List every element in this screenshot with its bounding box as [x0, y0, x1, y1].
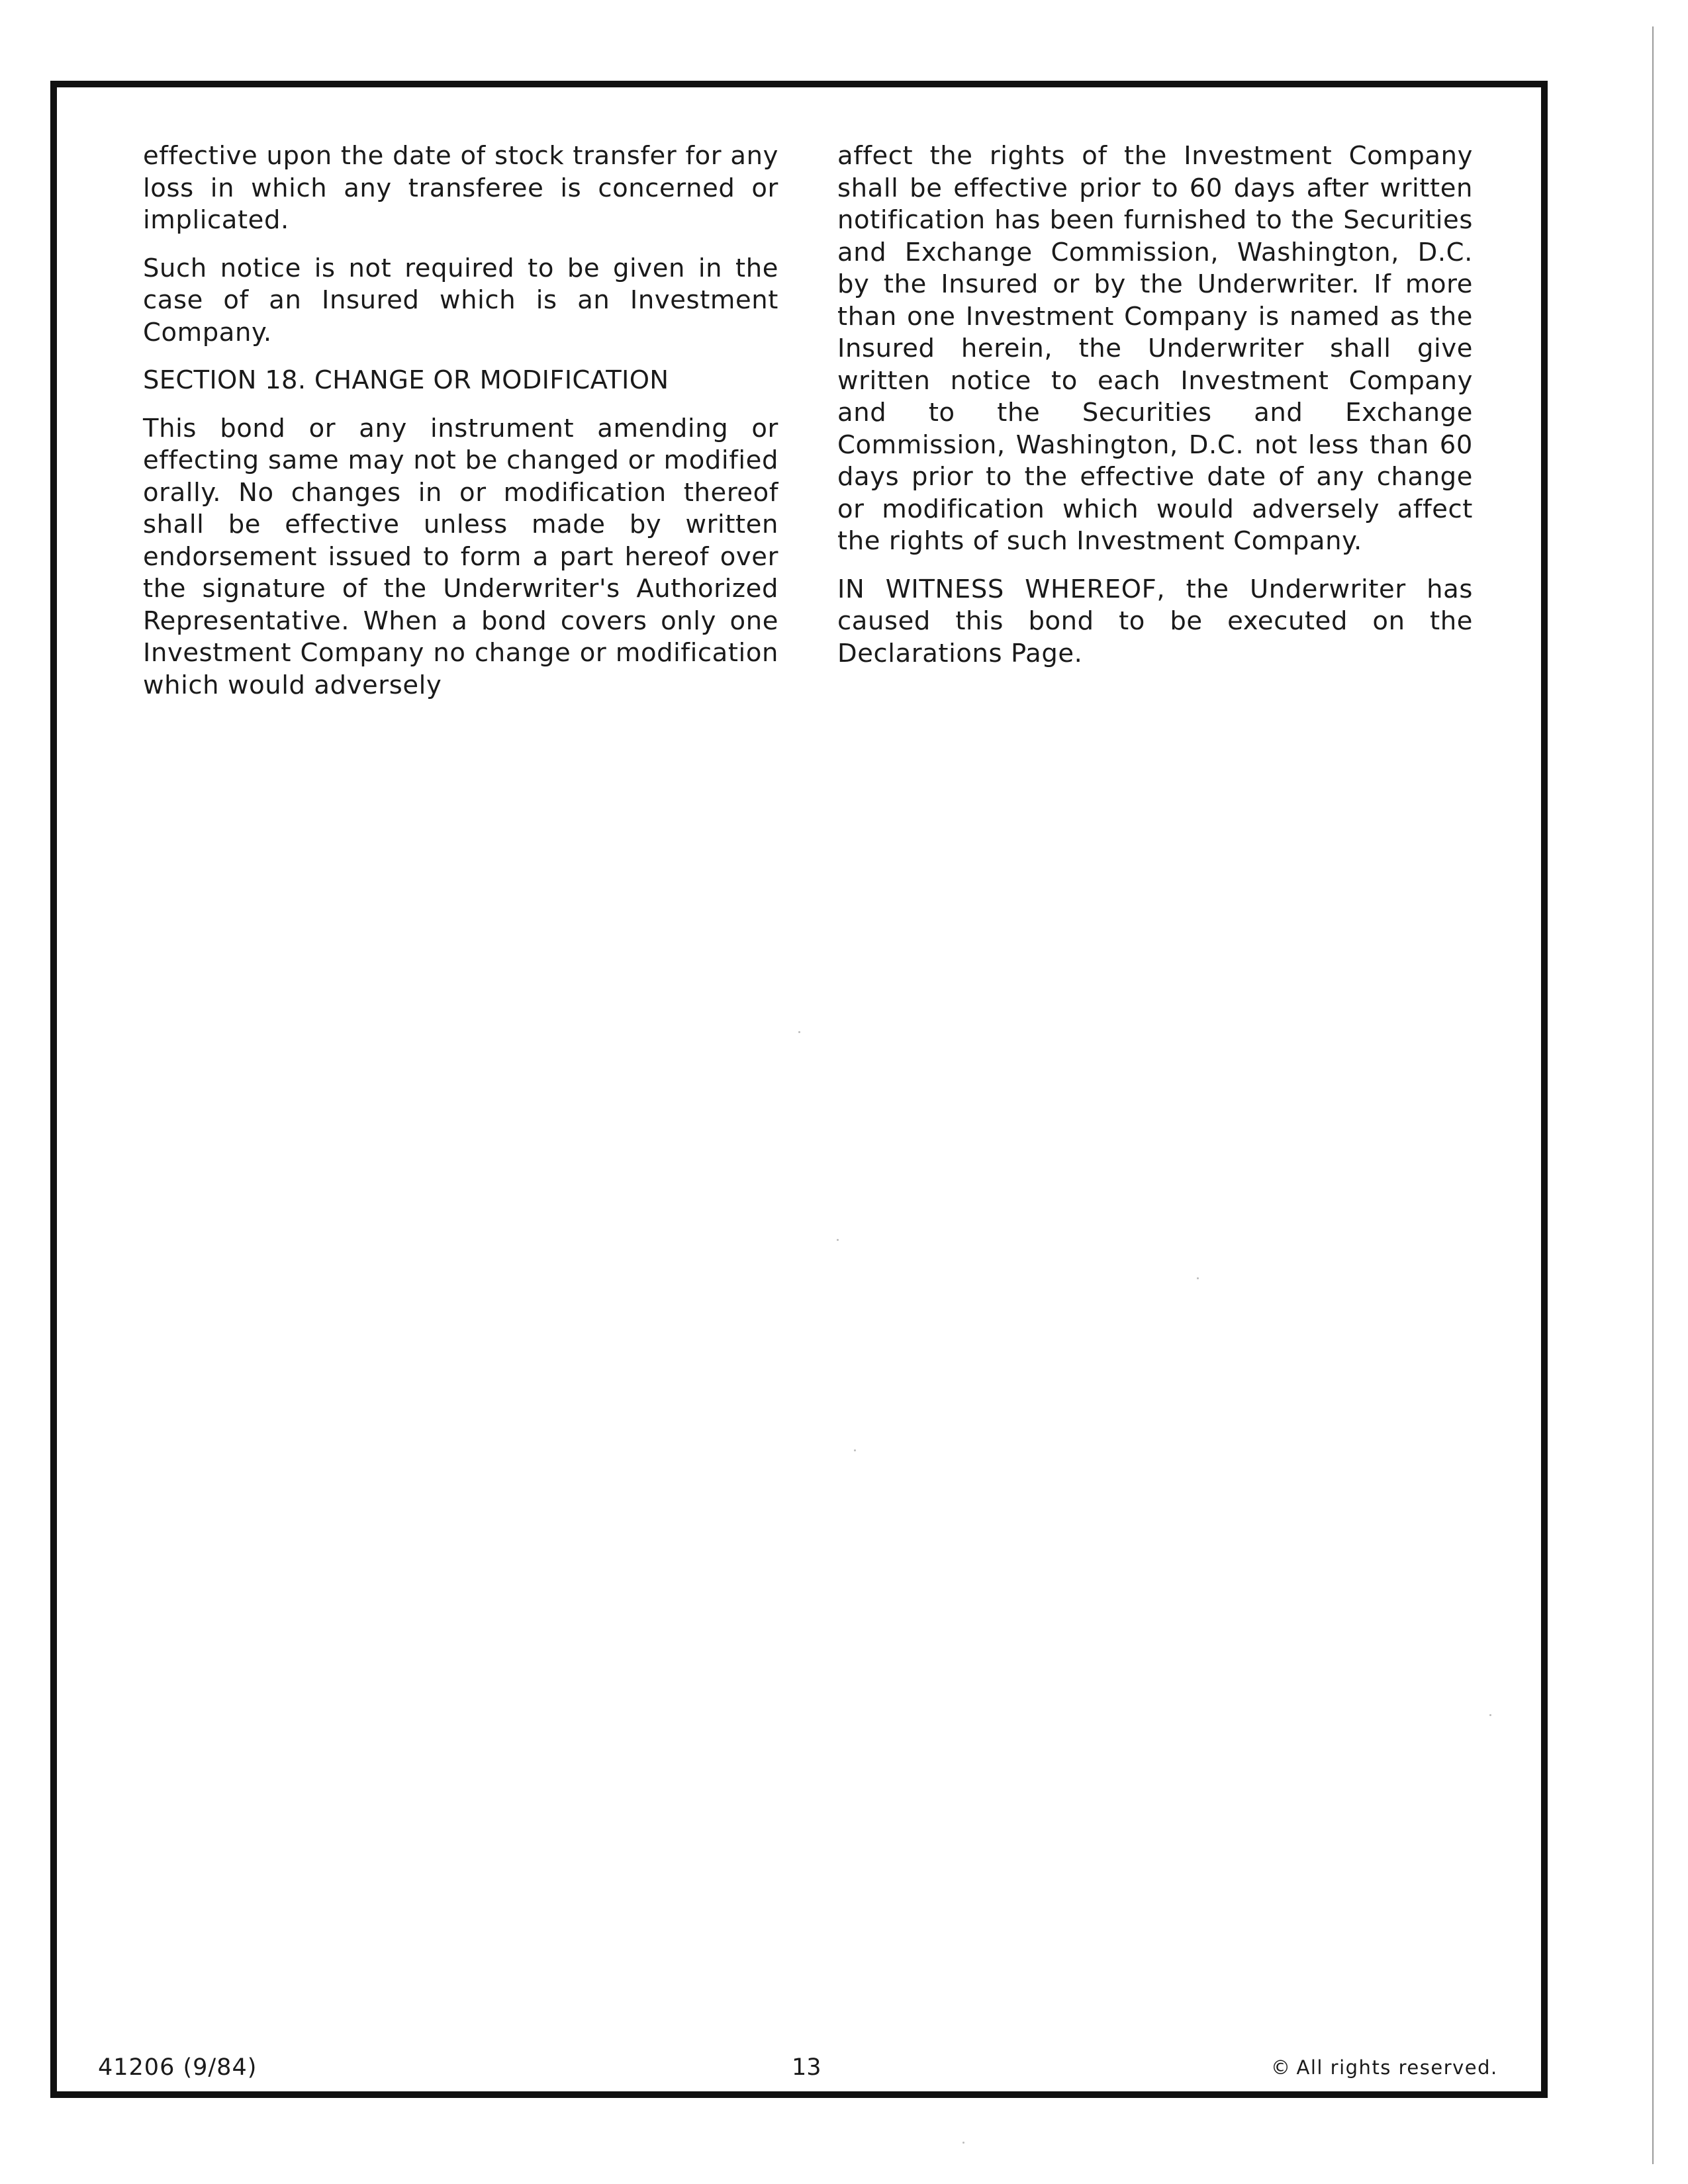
form-number: 41206 (9/84) — [98, 2054, 258, 2081]
right-paragraph-witness: IN WITNESS WHEREOF, the Underwriter has caused this bond to be executed on the Declarations Page. — [837, 574, 1473, 668]
scan-speck — [1197, 1277, 1199, 1279]
left-paragraph-notice: Such notice is not required to be given in the case of an Insured which is an Investment Company. — [143, 253, 778, 347]
scan-speck — [854, 1449, 856, 1451]
scan-edge-line — [1652, 26, 1654, 2164]
rights-notice — [1271, 2054, 1498, 2081]
scan-speck — [798, 1031, 800, 1033]
right-column — [837, 140, 1473, 686]
rights-text: All rights reserved. — [1296, 2056, 1498, 2079]
left-column — [143, 140, 778, 717]
left-paragraph-stock-transfer: effective upon the date of stock transfer for any loss in which any transferee is concerned or implicated. — [143, 141, 778, 235]
page-number: 13 — [792, 2054, 821, 2081]
scan-speck — [962, 2142, 964, 2144]
section-18-heading: SECTION 18. CHANGE OR MODIFICATION — [143, 365, 669, 395]
scan-speck — [1489, 1714, 1491, 1716]
right-paragraph-rights: affect the rights of the Investment Company shall be effective prior to 60 days after written notification has been furnished to the Securities and Exchange Commission, Washington, D.C. by the Insured or by the Underwriter. If more than one Investment Company is named as the Insured herein, the Underwriter shall give written notice to each Investment Company and to the Securities and Exchange Commission, Washington, D.C. not less than 60 days prior to the effective date of any change or modification which would adversely affect the rights of such Investment Company. — [837, 141, 1473, 556]
scan-speck — [837, 1239, 839, 1241]
copyright-icon: © — [1271, 2056, 1291, 2079]
left-paragraph-change-modification: This bond or any instrument amending or effecting same may not be changed or modified orally. No changes in or modification thereof shall be effective unless made by written endorsement issued to form a part hereof over the signature of the Underwriter's Authorized Representative. When a bond covers only one Investment Company no change or modification which would adversely — [143, 413, 778, 700]
